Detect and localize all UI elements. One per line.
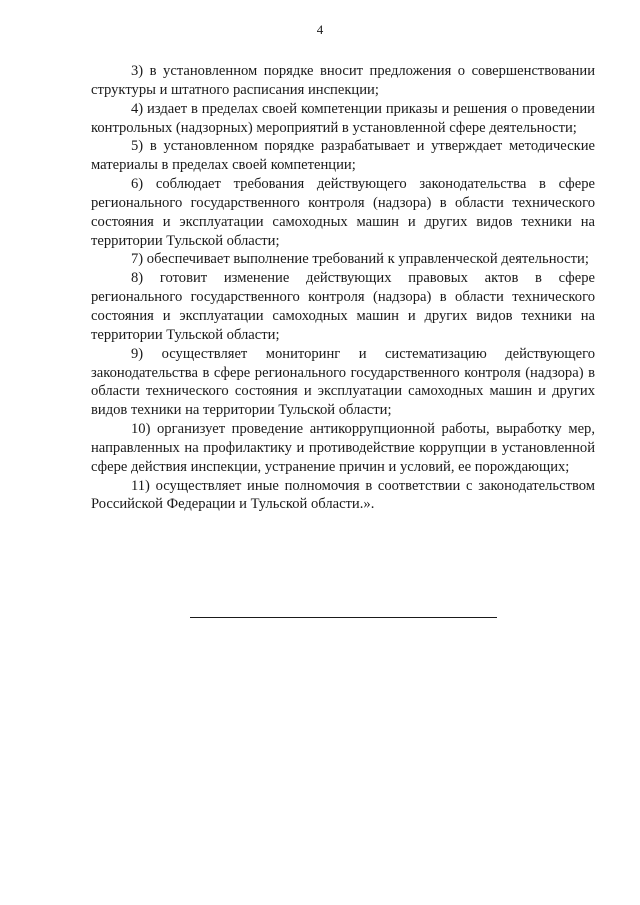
list-item: 7) обеспечивает выполнение требований к управленческой деятельности;	[131, 251, 589, 268]
list-item: 4) издает в пределах своей компетенции приказы и решения о проведении контрольных (надзорных) мероприятий в установленной сфере деятельности;	[91, 100, 595, 136]
end-divider	[190, 617, 497, 618]
list-item: 8) готовит изменение действующих правовых актов в сфере регионального государственного контроля (надзора) в области технического состояния и эксплуатации самоходных машин и других видов техники на территории Тульской области;	[91, 270, 595, 343]
list-item: 9) осуществляет мониторинг и систематизацию действующего законодательства в сфере регионального государственного контроля (надзора) в области технического состояния и эксплуатации самоходных машин и других видов техники на территории Тульской области;	[91, 345, 595, 419]
document-body	[91, 62, 595, 514]
list-item: 3) в установленном порядке вносит предложения о совершенствовании структуры и штатного расписания инспекции;	[91, 63, 595, 98]
list-item: 11) осуществляет иные полномочия в соответствии с законодательством Российской Федерации и Тульской области.».	[91, 477, 595, 513]
page-number: 4	[316, 22, 324, 37]
list-item: 10) организует проведение антикоррупционной работы, выработку мер, направленных на профилактику и противодействие коррупции в установленной сфере действия инспекции, устранение причин и условий, ее порождающих;	[91, 421, 595, 475]
list-item: 5) в установленном порядке разрабатывает и утверждает методические материалы в пределах своей компетенции;	[91, 138, 595, 174]
list-item: 6) соблюдает требования действующего законодательства в сфере регионального государственного контроля (надзора) в области технического состояния и эксплуатации самоходных машин и других видов техники на территории Тульской области;	[91, 176, 595, 249]
